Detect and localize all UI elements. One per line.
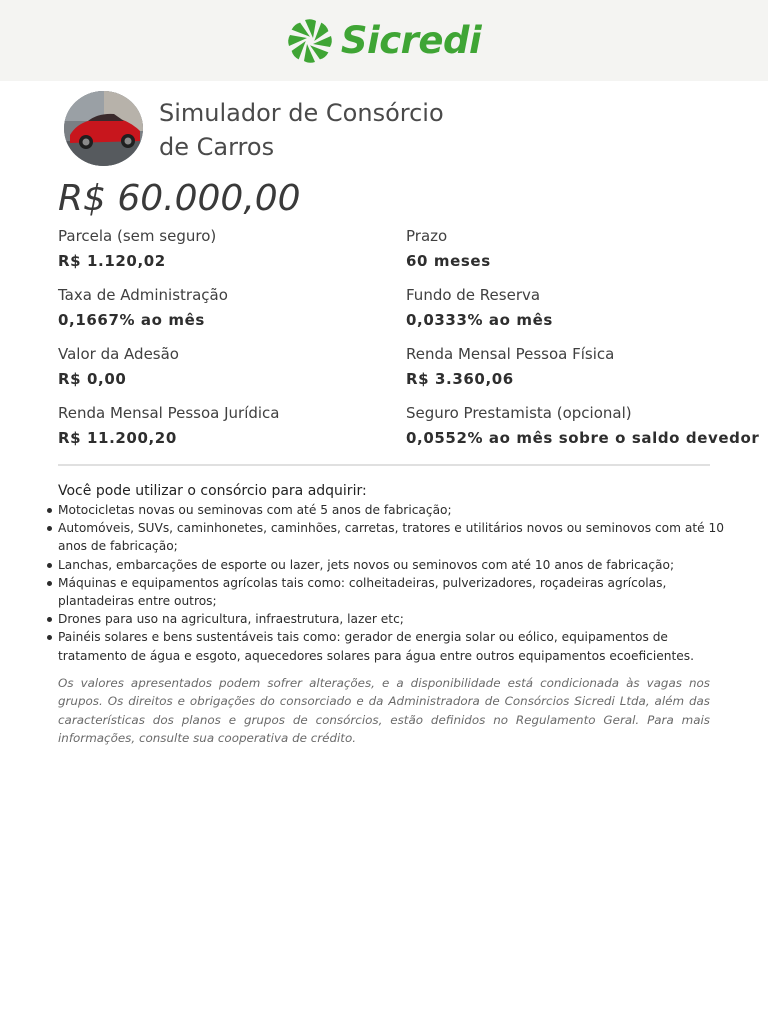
brand-logo[interactable] — [287, 18, 481, 64]
field-label: Taxa de Administração — [58, 286, 228, 304]
divider — [58, 464, 710, 466]
field-value: R$ 11.200,20 — [58, 429, 177, 447]
field-label: Prazo — [406, 227, 448, 245]
field-renda-pf — [406, 344, 766, 389]
field-value: R$ 3.360,06 — [406, 370, 514, 388]
product-image — [64, 91, 143, 166]
field-prazo — [406, 226, 766, 271]
page-title-line1: Simulador de Consórcio — [159, 99, 444, 127]
list-item: Máquinas e equipamentos agrícolas tais como: colheitadeiras, pulverizadores, roçadeiras agrícolas, plantadeiras entre outros; — [46, 574, 726, 610]
sicredi-pinwheel-icon — [287, 18, 333, 64]
field-renda-pj — [58, 403, 418, 448]
list-item: Drones para uso na agricultura, infraestrutura, lazer etc; — [46, 610, 726, 628]
list-item: Painéis solares e bens sustentáveis tais como: gerador de energia solar ou eólico, equipamentos de tratamento de água e esgoto, aquecedores solares para água entre outros equipamentos ecoeficientes. — [46, 628, 726, 664]
field-taxa-administracao — [58, 285, 418, 330]
field-value: R$ 0,00 — [58, 370, 127, 388]
header-bar — [0, 0, 768, 81]
brand-name: Sicredi — [340, 19, 482, 62]
field-value: 0,1667% ao mês — [58, 311, 205, 329]
page-title — [159, 96, 559, 164]
page-title-line2: de Carros — [159, 133, 275, 161]
field-label: Seguro Prestamista (opcional) — [406, 404, 632, 422]
field-value: 0,0552% ao mês sobre o saldo devedor — [406, 429, 760, 447]
field-value: R$ 1.120,02 — [58, 252, 166, 270]
field-value: 60 meses — [406, 252, 491, 270]
field-parcela — [58, 226, 418, 271]
disclaimer: Os valores apresentados podem sofrer alterações, e a disponibilidade está condicionada às vagas nos grupos. Os direitos e obrigações do consorciado e da Administradora de Consórcios Sicredi Ltda, além das características dos planos e grupos de consórcios, estão definidos no Regulamento Geral. Para mais informações, consulte sua cooperativa de crédito. — [58, 676, 710, 746]
field-seguro-prestamista — [406, 403, 766, 448]
list-item: Motocicletas novas ou seminovas com até 5 anos de fabricação; — [46, 501, 726, 519]
field-label: Valor da Adesão — [58, 345, 179, 363]
field-label: Renda Mensal Pessoa Física — [406, 345, 615, 363]
field-label: Fundo de Reserva — [406, 286, 541, 304]
uses-intro: Você pode utilizar o consórcio para adquirir: — [58, 483, 367, 499]
consortium-amount: R$ 60.000,00 — [58, 178, 301, 219]
field-fundo-reserva — [406, 285, 766, 330]
field-label: Parcela (sem seguro) — [58, 227, 217, 245]
list-item: Lanchas, embarcações de esporte ou lazer, jets novos ou seminovos com até 10 anos de fabricação; — [46, 556, 726, 574]
list-item: Automóveis, SUVs, caminhonetes, caminhões, carretas, tratores e utilitários novos ou seminovos com até 10 anos de fabricação; — [46, 519, 726, 555]
red-car-icon — [64, 91, 143, 166]
field-label: Renda Mensal Pessoa Jurídica — [58, 404, 280, 422]
field-value: 0,0333% ao mês — [406, 311, 553, 329]
field-valor-adesao — [58, 344, 418, 389]
uses-list — [46, 501, 726, 665]
